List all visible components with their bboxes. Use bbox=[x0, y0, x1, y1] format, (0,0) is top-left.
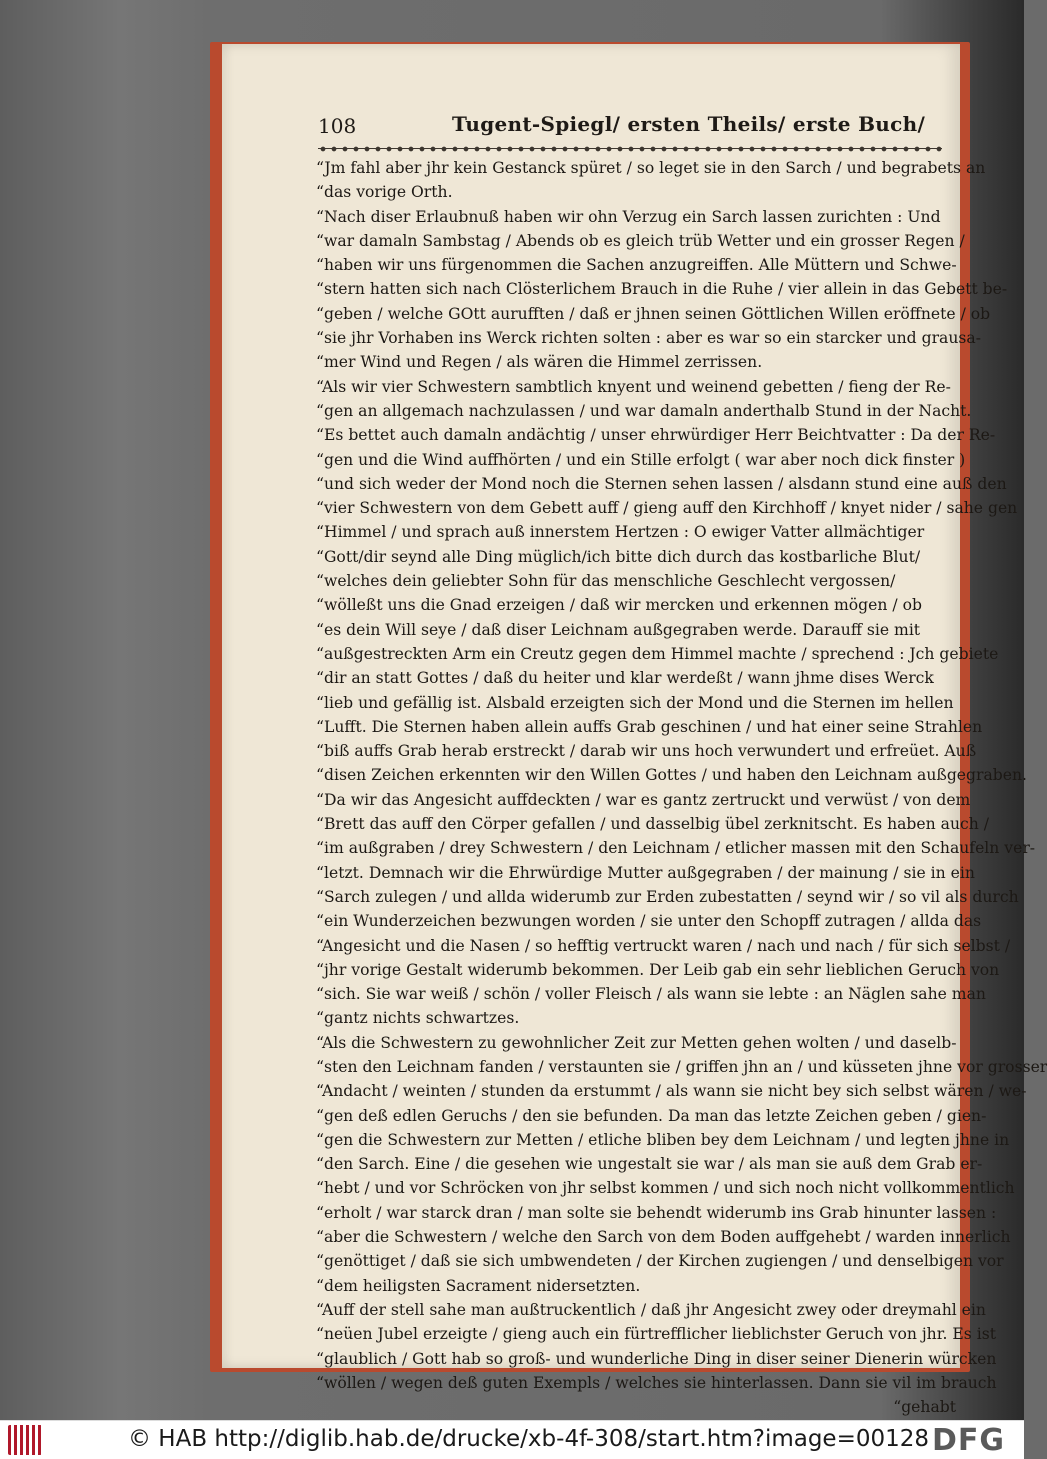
text-line: “und sich weder der Mond noch die Sternen sehen lassen / alsdann stund eine auß den bbox=[316, 474, 1007, 493]
page-header bbox=[318, 112, 926, 140]
text-line: “welches dein geliebter Sohn für das menschliche Geschlecht vergossen/ bbox=[316, 572, 896, 591]
text-line: “außgestreckten Arm ein Creutz gegen dem Himmel machte / sprechend : Jch gebiete bbox=[316, 644, 999, 663]
text-line: “dem heiligsten Sacrament nidersetzten. bbox=[316, 1276, 641, 1295]
text-line: “wölleßt uns die Gnad erzeigen / daß wir mercken und erkennen mögen / ob bbox=[316, 596, 922, 615]
text-line: “geben / welche GOtt aurufften / daß er jhnen seinen Göttlichen Willen eröffnete / ob bbox=[316, 304, 991, 323]
text-line: “Brett das auff den Cörper gefallen / und dasselbig übel zerknitscht. Es haben auch / bbox=[316, 815, 989, 834]
text-line: “Himmel / und sprach auß innerstem Hertzen : O ewiger Vatter allmächtiger bbox=[316, 523, 925, 542]
text-line: “lieb und gefällig ist. Alsbald erzeigten sich der Mond und die Sternen im hellen bbox=[316, 693, 954, 712]
ornament-rule bbox=[318, 144, 942, 154]
text-line: “Auff der stell sahe man außtruckentlich / daß jhr Angesicht zwey oder dreymahl ein bbox=[316, 1300, 986, 1319]
text-line: “Da wir das Angesicht auffdeckten / war es gantz zertruckt und verwüst / von dem bbox=[316, 790, 971, 809]
text-line: “jhr vorige Gestalt widerumb bekommen. Der Leib gab ein sehr lieblichen Geruch von bbox=[316, 960, 1000, 979]
text-line: “es dein Will seye / daß diser Leichnam außgegraben werde. Darauff sie mit bbox=[316, 620, 921, 639]
hab-logo-icon bbox=[8, 1425, 42, 1455]
text-line: “glaublich / Gott hab so groß- und wunderliche Ding in diser seiner Dienerin würcken bbox=[316, 1349, 997, 1368]
text-line: “gantz nichts schwartzes. bbox=[316, 1009, 520, 1028]
text-line: “gen deß edlen Geruchs / den sie befunden. Da man das letzte Zeichen geben / gien- bbox=[316, 1106, 987, 1125]
text-line: “gen die Schwestern zur Metten / etliche bliben bey dem Leichnam / und legten jhne in bbox=[316, 1130, 1010, 1149]
text-line: “sten den Leichnam fanden / verstaunten sie / griffen jhn an / und küsseten jhne vor grosser bbox=[316, 1057, 1047, 1076]
book-page bbox=[222, 44, 1047, 1417]
text-line: “das vorige Orth. bbox=[316, 183, 453, 202]
text-line: “im außgraben / drey Schwestern / den Leichnam / etlicher massen mit den Schaufeln ver- bbox=[316, 839, 1036, 858]
text-line: “haben wir uns fürgenommen die Sachen anzugreiffen. Alle Müttern und Schwe- bbox=[316, 256, 957, 275]
text-line: “letzt. Demnach wir die Ehrwürdige Mutter außgegraben / der mainung / sie in ein bbox=[316, 863, 975, 882]
text-line: “mer Wind und Regen / als wären die Himmel zerrissen. bbox=[316, 353, 763, 372]
text-line: “neüen Jubel erzeigte / gieng auch ein fürtrefflicher lieblichster Geruch von jhr. Es ist bbox=[316, 1325, 996, 1344]
text-line: “sie jhr Vorhaben ins Werck richten solten : aber es war so ein starcker und grausa- bbox=[316, 329, 981, 348]
text-line: “Es bettet auch damaln andächtig / unser ehrwürdiger Herr Beichtvatter : Da der Re- bbox=[316, 426, 996, 445]
text-line: “genöttiget / daß sie sich umbwendeten / der Kirchen zugiengen / und denselbigen vor bbox=[316, 1252, 1004, 1271]
dfg-logo: DFG bbox=[932, 1423, 1006, 1458]
text-line: “Sarch zulegen / und allda widerumb zur Erden zubestatten / seynd wir / so vil als durch bbox=[316, 887, 1019, 906]
footer-bar bbox=[0, 1420, 1024, 1459]
text-line: “gen an allgemach nachzulassen / und war damaln anderthalb Stund in der Nacht. bbox=[316, 401, 972, 420]
text-line: “Als wir vier Schwestern sambtlich knyent und weinend gebetten / fieng der Re- bbox=[316, 377, 951, 396]
text-line: “Jm fahl aber jhr kein Gestanck spüret / so leget sie in den Sarch / und begrabets an bbox=[316, 159, 986, 177]
text-line: “war damaln Sambstag / Abends ob es gleich trüb Wetter und ein grosser Regen / bbox=[316, 231, 965, 250]
text-line: “Nach diser Erlaubnuß haben wir ohn Verzug ein Sarch lassen zurichten : Und bbox=[316, 207, 941, 226]
text-line: “dir an statt Gottes / daß du heiter und klar werdeßt / wann jhme dises Werck bbox=[316, 669, 934, 688]
text-line: “Als die Schwestern zu gewohnlicher Zeit zur Metten gehen wolten / und daselb- bbox=[316, 1033, 957, 1052]
text-line: “Angesicht und die Nasen / so hefftig vertruckt waren / nach und nach / für sich selbst / bbox=[316, 936, 1011, 955]
text-line: “Gott/dir seynd alle Ding müglich/ich bitte dich durch das kostbarliche Blut/ bbox=[316, 547, 921, 566]
credit-link[interactable]: © HAB http://diglib.hab.de/drucke/xb-4f-308/start.htm?image=00128 bbox=[128, 1426, 930, 1452]
text-line: “sich. Sie war weiß / schön / voller Fleisch / als wann sie lebte : an Näglen sahe man bbox=[316, 985, 986, 1004]
running-title: Tugent-Spiegl/ ersten Theils/ erste Buch/ bbox=[452, 112, 926, 136]
text-line: “wöllen / wegen deß guten Exempls / welches sie hinterlassen. Dann sie vil im brauch bbox=[316, 1373, 997, 1392]
text-line: “disen Zeichen erkennten wir den Willen Gottes / und haben den Leichnam außgegraben. bbox=[316, 766, 1027, 785]
catchword: “gehabt bbox=[893, 1398, 956, 1417]
text-line: “den Sarch. Eine / die gesehen wie ungestalt sie war / als man sie auß dem Grab er- bbox=[316, 1155, 983, 1174]
text-line: “biß auffs Grab herab erstreckt / darab wir uns hoch verwundert und erfreüet. Auß bbox=[316, 742, 977, 761]
text-line: “erholt / war starck dran / man solte sie behendt widerumb ins Grab hinunter lassen : bbox=[316, 1203, 997, 1222]
text-line: “hebt / und vor Schröcken von jhr selbst kommen / und sich noch nicht vollkommentlich bbox=[316, 1179, 1015, 1198]
text-line: “Lufft. Die Sternen haben allein auffs Grab geschinen / und hat einer seine Strahlen bbox=[316, 717, 983, 736]
text-line: “vier Schwestern von dem Gebett auff / gieng auff den Kirchhoff / knyet nider / sahe gen bbox=[316, 499, 1018, 518]
text-line: “gen und die Wind auffhörten / und ein Stille erfolgt ( war aber noch dick finster ) bbox=[316, 450, 966, 469]
text-line: “Andacht / weinten / stunden da erstummt / als wann sie nicht bey sich selbst wären / we- bbox=[316, 1082, 1027, 1101]
text-line: “aber die Schwestern / welche den Sarch von dem Boden auffgehebt / warden innerlich bbox=[316, 1228, 1011, 1247]
text-line: “ein Wunderzeichen bezwungen worden / sie unter den Schopff zutragen / allda das bbox=[316, 912, 982, 931]
body-text bbox=[316, 156, 1047, 1419]
text-line: “stern hatten sich nach Clösterlichem Brauch in die Ruhe / vier allein in das Gebett be- bbox=[316, 280, 1008, 299]
page-number: 108 bbox=[318, 114, 357, 138]
